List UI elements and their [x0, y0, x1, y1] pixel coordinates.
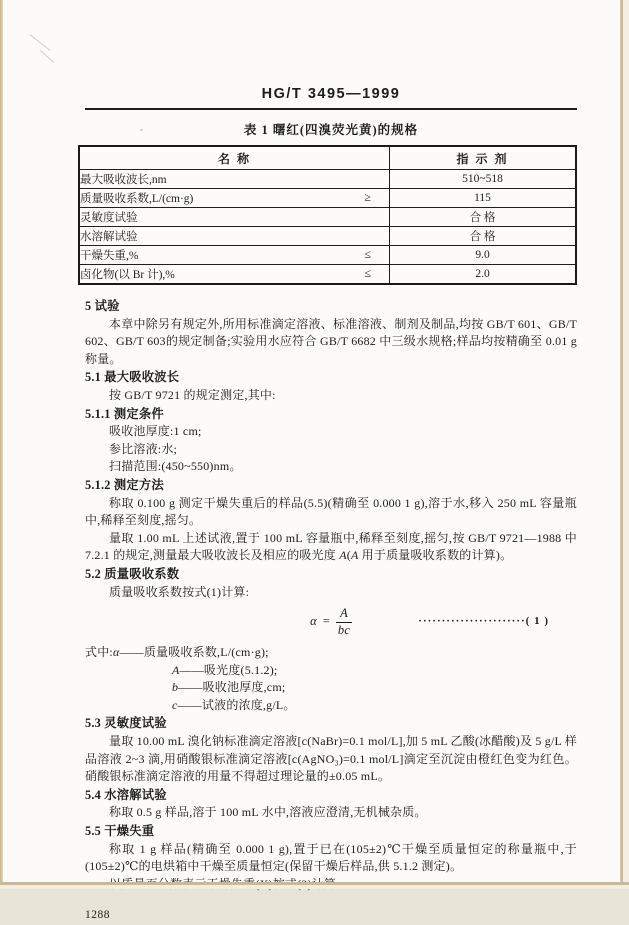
variable-c: c: [172, 697, 178, 712]
comparison-operator: ≤: [364, 266, 371, 280]
formula-number-leader: ·······················( 1 ): [418, 615, 549, 628]
section-heading-5-3: 5.3 灵敏度试验: [85, 716, 167, 731]
formula-lhs: α: [310, 614, 317, 629]
numerator: A: [336, 607, 352, 623]
variable-A: A: [350, 548, 359, 563]
page-right-margin: [623, 0, 629, 889]
page-left-edge: [0, 0, 3, 889]
variable-A: A: [339, 548, 347, 563]
section-heading-5-4: 5.4 水溶解试验: [85, 787, 167, 802]
page-number: 1288: [85, 909, 110, 922]
table-row: [79, 227, 576, 246]
paragraph: 量取 1.00 mL 上述试液,置于 100 mL 容量瓶中,稀释至刻度,摇匀,按 GB/T 9721—1988 中 7.2.1 的规定,测量最大吸收波长及相应的吸光度 A(A 用于质量吸收系数的计算)。: [85, 530, 577, 563]
spec-value: 9.0: [390, 246, 577, 265]
column-header-indicator: 指 示 剂: [390, 146, 577, 170]
table-row: [79, 265, 576, 285]
document-body: [85, 298, 577, 925]
paragraph: 称取 0.100 g 测定干燥失重后的样品(5.5)(精确至 0.000 1 g),溶于水,移入 250 mL 容量瓶中,稀释至刻度,摇匀。: [85, 495, 577, 528]
formula-1: [85, 603, 577, 641]
table-header-row: [79, 146, 576, 170]
variable-alpha: α: [112, 645, 120, 660]
table-row: [79, 208, 576, 227]
table-row: [79, 246, 576, 265]
paragraph: 称取 0.5 g 样品,溶于 100 mL 水中,溶液应澄清,无机械杂质。: [109, 805, 427, 820]
variable-b: b: [172, 680, 179, 695]
section-heading-5-2: 5.2 质量吸收系数: [85, 566, 180, 581]
table-title: 表 1 曙红(四溴荧光黄)的规格: [243, 123, 419, 137]
section-heading-5: 5 试验: [85, 299, 120, 313]
spec-name: 卤化物(以 Br 计),%: [80, 269, 175, 281]
comparison-operator: ≥: [364, 190, 371, 204]
legend-line: 式中:α——质量吸收系数,L/(cm·g);: [85, 645, 269, 660]
spec-name: 质量吸收系数,L/(cm·g): [80, 193, 194, 205]
spec-table: [78, 145, 577, 285]
comparison-operator: ≤: [364, 247, 371, 261]
condition-line: 扫描范围:(450~550)nm。: [109, 459, 242, 474]
table-row: [79, 170, 576, 189]
paragraph: 称取 1 g 样品(精确至 0.000 1 g),置于已在(105±2)℃干燥至质量恒定的称量瓶中,于(105±2)℃的电烘箱中干燥至质量恒定(保留干燥后样品,供 5.1.2 测定)。: [85, 841, 577, 874]
paragraph: 本章中除另有规定外,所用标准滴定溶液、标准溶液、制剂及制品,均按 GB/T 601、GB/T 602、GB/T 603的规定制备;实验用水应符合 GB/T 6682 中三级水规格;样品均按精确至 0.01 g 称量。: [85, 316, 577, 366]
section-heading-5-1: 5.1 最大吸收波长: [85, 370, 180, 385]
spec-name: 最大吸收波长,nm: [80, 174, 167, 186]
legend-line: b——吸收池厚度,cm;: [172, 680, 286, 695]
legend-line: c——试液的浓度,g/L。: [172, 697, 296, 712]
page-bottom-margin: [0, 885, 629, 889]
standard-number-header: HG/T 3495—1999: [261, 86, 401, 102]
formula-legend: [85, 644, 577, 714]
condition-line: 参比溶液:水;: [109, 441, 178, 456]
column-header-name: 名 称: [79, 146, 390, 170]
scan-scratch-mark: [40, 50, 54, 63]
section-heading-5-1-1: 5.1.1 测定条件: [85, 406, 164, 421]
spec-name: 灵敏度试验: [80, 212, 138, 224]
spec-value: 115: [390, 189, 577, 208]
scan-scratch-mark: [29, 34, 50, 51]
section-heading-5-1-2: 5.1.2 测定方法: [85, 477, 164, 492]
section-heading-5-5: 5.5 干燥失重: [85, 824, 155, 839]
spec-value: 合 格: [390, 208, 577, 227]
fraction: [336, 607, 352, 638]
paragraph: 按 GB/T 9721 的规定测定,其中:: [109, 387, 276, 402]
denominator: bc: [337, 622, 351, 637]
spec-value: 合 格: [390, 227, 577, 246]
variable-A: A: [172, 662, 180, 677]
table-row: [79, 189, 576, 208]
spec-value: 2.0: [390, 265, 577, 285]
spec-name: 干燥失重,%: [80, 250, 139, 262]
equals-sign: =: [322, 614, 331, 629]
spec-value: 510~518: [390, 170, 577, 189]
spec-name: 水溶解试验: [80, 231, 138, 243]
condition-line: 吸收池厚度:1 cm;: [109, 424, 202, 439]
page-content: [80, 0, 577, 925]
paragraph: 量取 10.00 mL 溴化钠标准滴定溶液[c(NaBr)=0.1 mol/L],加 5 mL 乙酸(冰醋酸)及 5 g/L 样品溶液 2~3 滴,用硝酸银标准滴定溶液[c(AgNO₃)=0.1 mol/L]滴定至沉淀由橙红色变为红色。硝酸银标准滴定溶液的用量不得超过理论量的±0.05 mL。: [85, 734, 577, 784]
legend-line: A——吸光度(5.1.2);: [172, 662, 278, 677]
paragraph: 质量吸收系数按式(1)计算:: [109, 584, 250, 599]
header-rule: [85, 108, 577, 110]
